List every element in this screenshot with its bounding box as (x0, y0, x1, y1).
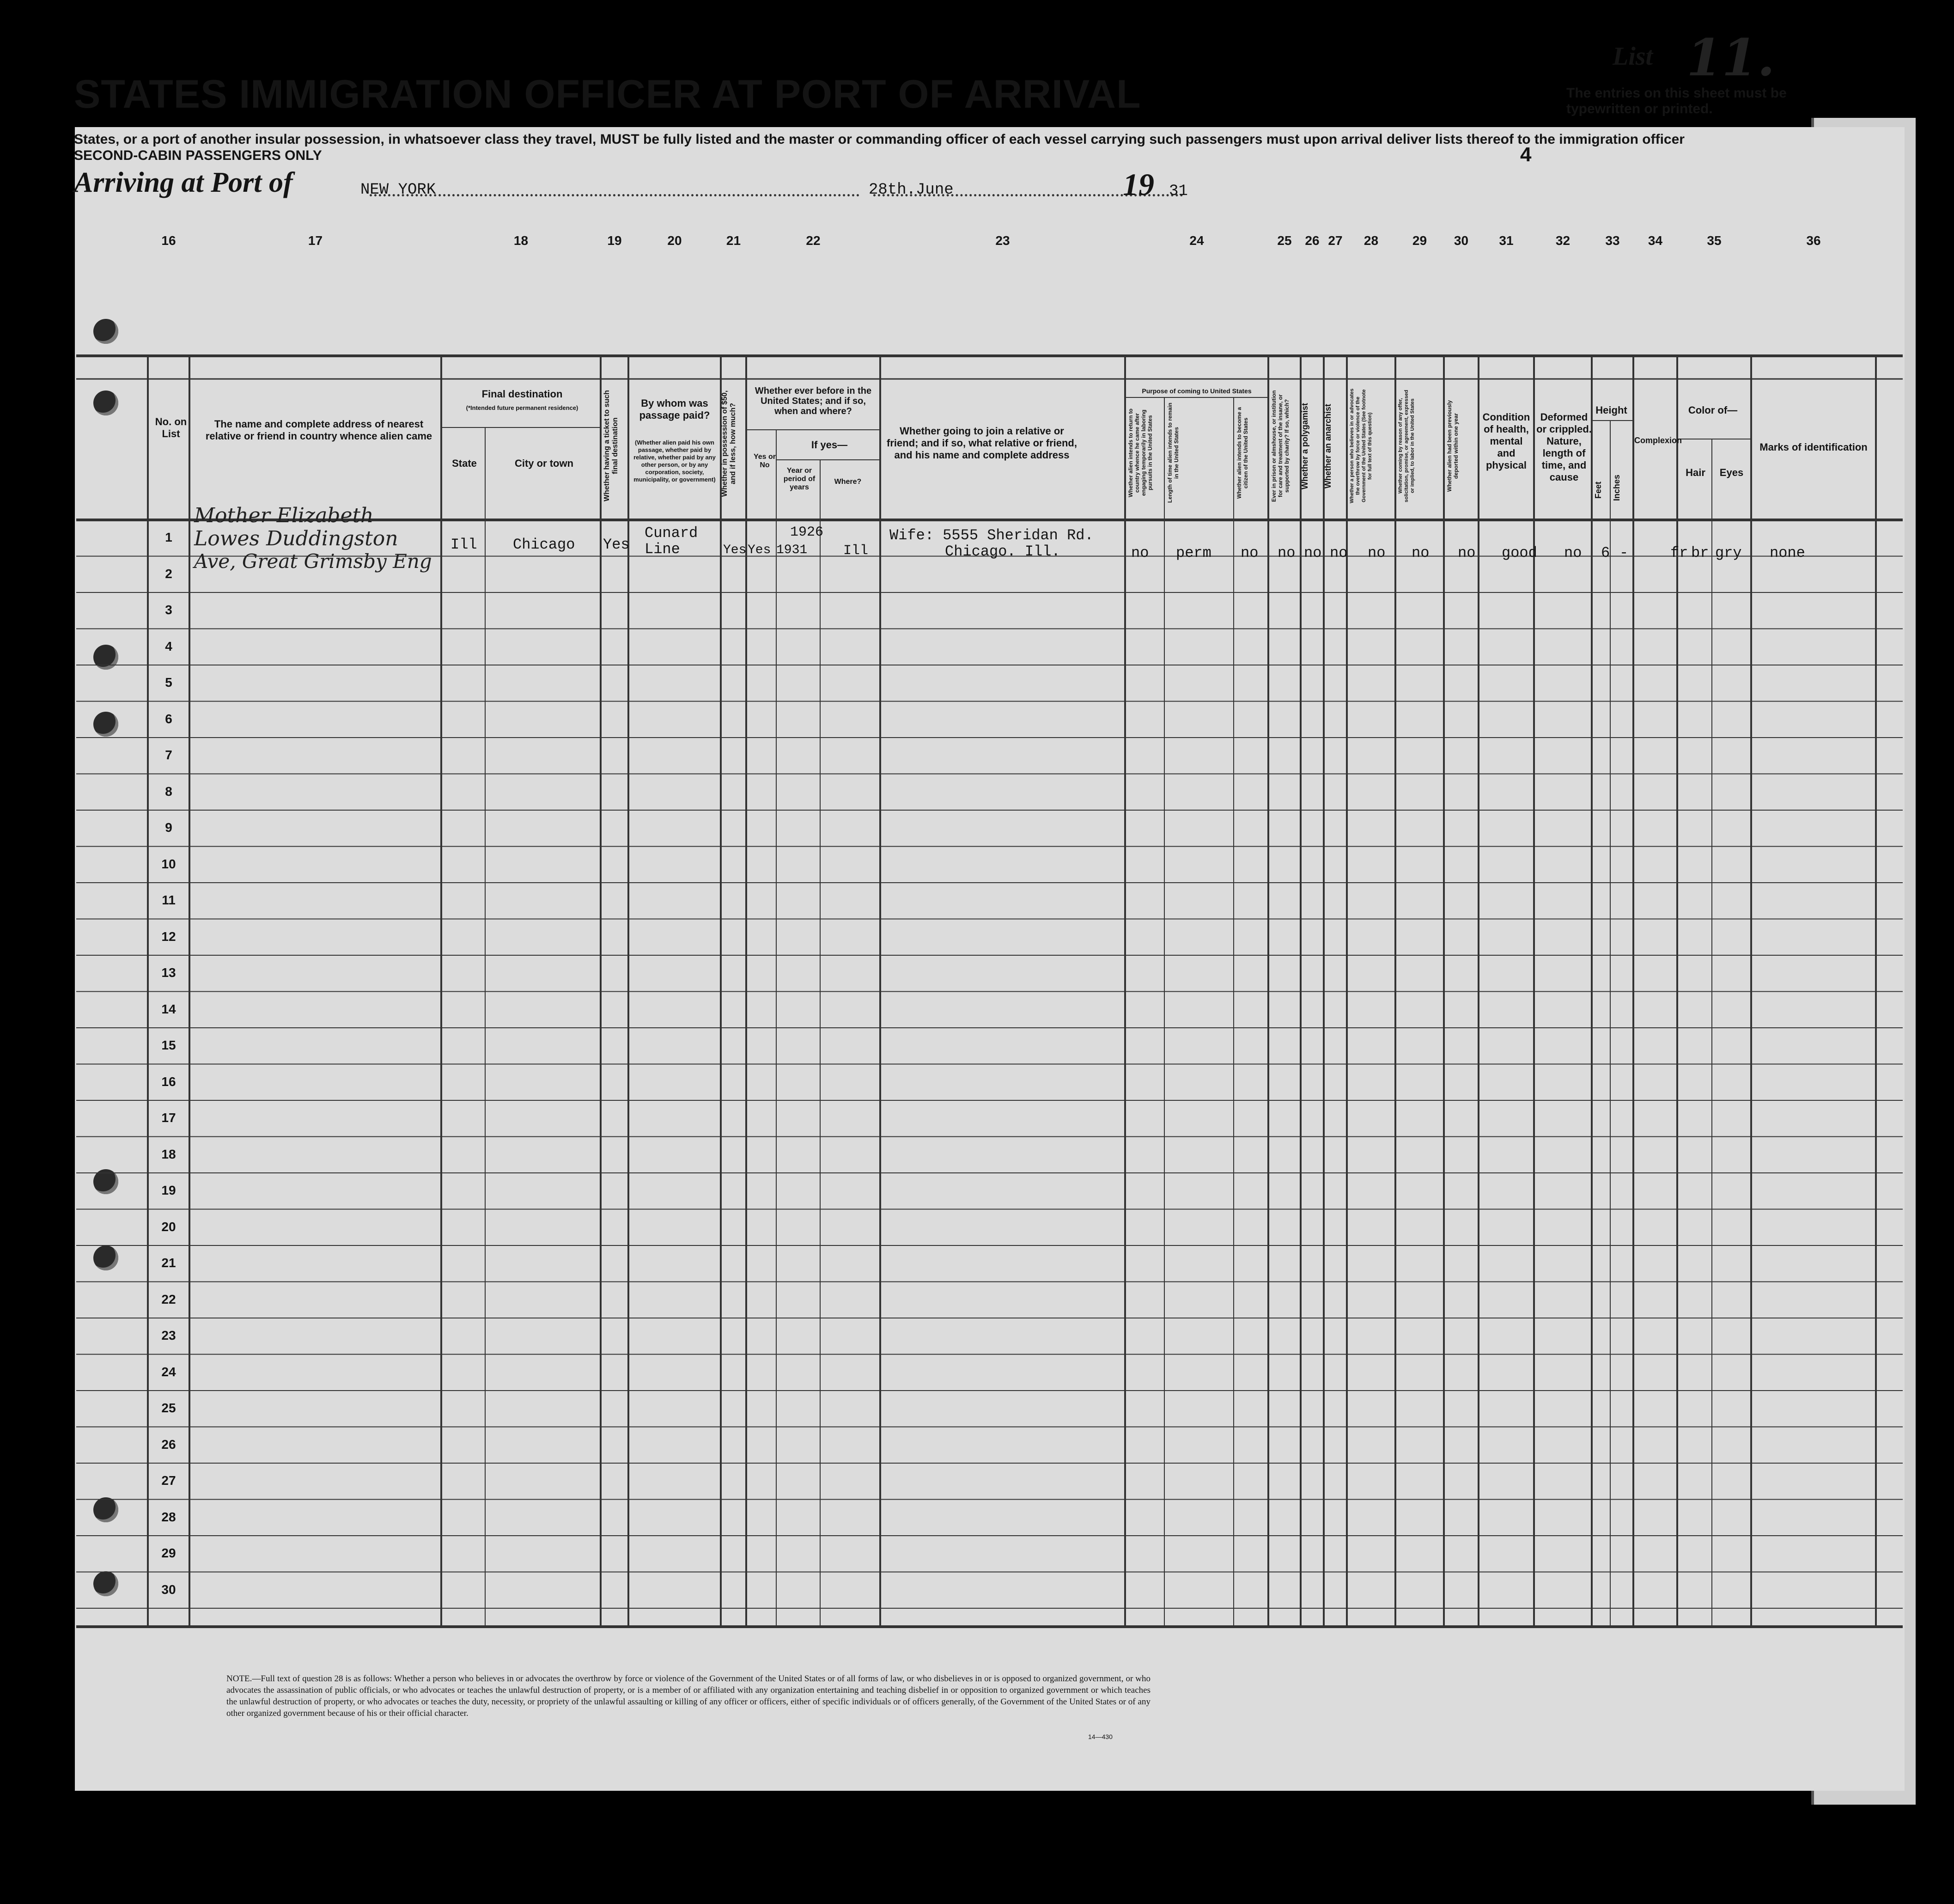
header-c26: Whether a polygamist (1300, 403, 1309, 489)
column-number: 28 (1364, 233, 1379, 248)
header-c22: Whether ever before in the United States; and if so, when and where? (755, 386, 872, 416)
hair-cell: br (1691, 544, 1709, 561)
row-number: 2 (165, 566, 172, 581)
port-dotted-line (370, 194, 859, 196)
header-c25: Ever in prison or almshouse, or institution for care and treatment of the insane, or supported by charity? If so, which? (1271, 390, 1290, 502)
row-number: 22 (161, 1292, 176, 1306)
deformed-cell: no (1564, 544, 1582, 561)
row-number: 23 (161, 1328, 176, 1343)
before-where: Ill (843, 543, 869, 559)
citizen-cell: no (1241, 544, 1259, 561)
row-number: 28 (161, 1509, 176, 1524)
ticket-cell: Yes (603, 536, 630, 553)
column-number: 27 (1328, 233, 1343, 248)
header-c23: Whether going to join a relative or friend; and if so, what relative or friend, and his name and complete address (887, 425, 1077, 461)
column-number: 34 (1648, 233, 1663, 248)
column-number: 21 (726, 233, 741, 248)
row-number: 29 (161, 1546, 176, 1560)
joining-line-1: Wife: 5555 Sheridan Rd. (889, 527, 1094, 544)
before-yes-cell: Yes (748, 543, 771, 557)
header-c16: No. on List (155, 416, 187, 439)
row-number: 26 (161, 1437, 176, 1452)
list-number: 11. (1686, 28, 1775, 87)
column-number: 36 (1806, 233, 1821, 248)
city-cell: Chicago (513, 536, 575, 553)
return-cell: no (1131, 544, 1149, 561)
column-number: 32 (1555, 233, 1571, 248)
header-c18: Final destination (481, 388, 563, 400)
row-number: 13 (161, 965, 176, 980)
header-c22-period: Year or period of years (783, 467, 816, 491)
header-c20-note: (Whether alien paid his own passage, whether paid by relative, whether paid by any other person, or by any corporation, society, municipality, or government) (633, 439, 716, 483)
page-title: STATES IMMIGRATION OFFICER AT PORT OF ARRIVAL (74, 72, 1141, 116)
row-number: 7 (165, 748, 172, 762)
row-number: 20 (161, 1219, 176, 1234)
relative-line-3: Ave, Great Grimsby Eng (194, 550, 432, 573)
eyes-cell: gry (1715, 544, 1742, 561)
column-number: 26 (1305, 233, 1320, 248)
relative-line-2: Lowes Duddingston (194, 527, 398, 550)
header-c29: Whether coming by reason of any offer, solicitation, promise, or agreement, expressed or implied, to labor in the United States (1398, 390, 1415, 502)
row-number: 10 (161, 856, 176, 871)
row-number: 19 (161, 1183, 176, 1197)
header-c21: Whether in possession of $50, and if less, how much? (721, 390, 737, 497)
year-suffix: 31 (1169, 183, 1188, 200)
row-number: 25 (161, 1401, 176, 1415)
row-number: 1 (165, 530, 172, 544)
header-c30: Whether alien had been previously deported within one year (1446, 400, 1459, 492)
row-number: 27 (161, 1473, 176, 1488)
row-number: 14 (161, 1001, 176, 1016)
header-c33-inches: Inches (1612, 474, 1621, 501)
header-c32: Deformed or crippled. Nature, length of time, and cause (1536, 411, 1592, 483)
header-c24c: Whether alien intends to become a citizen of the United States (1236, 407, 1249, 499)
row-number: 15 (161, 1038, 176, 1052)
header-c33-feet: Feet (1594, 481, 1603, 499)
health-cell: good (1502, 544, 1537, 561)
list-label: List (1613, 42, 1653, 71)
row-number: 24 (161, 1364, 176, 1379)
marks-cell: none (1770, 544, 1805, 561)
typewritten-note: The entries on this sheet must be typewritten or printed. (1566, 85, 1787, 116)
header-c19: Whether having a ticket to such final destination (603, 390, 619, 502)
column-number: 35 (1707, 233, 1722, 248)
year-prefix: 19 (1123, 167, 1154, 202)
header-c20: By whom was passage paid? (639, 397, 710, 421)
anarchist-cell: no (1330, 544, 1348, 561)
prison-cell: no (1278, 544, 1296, 561)
row-number: 5 (165, 675, 172, 690)
row-number: 30 (161, 1582, 176, 1597)
column-number: 23 (995, 233, 1010, 248)
sheet-number: 4 (1520, 143, 1532, 166)
row-number: 6 (165, 711, 172, 726)
header-c27: Whether an anarchist (1323, 403, 1333, 488)
row-number: 8 (165, 784, 172, 799)
row-number: 3 (165, 603, 172, 617)
header-c17: The name and complete address of nearest relative or friend in country whence alien came (205, 418, 432, 442)
arriving-label: Arriving at Port of (74, 167, 293, 198)
complexion-cell: fr (1670, 544, 1688, 561)
column-number: 30 (1454, 233, 1469, 248)
column-number: 17 (308, 233, 323, 248)
header-c18-city: City or town (514, 458, 574, 469)
row-number: 12 (161, 929, 176, 944)
joining-line-2: Chicago. Ill. (945, 543, 1060, 560)
punch-hole (93, 391, 118, 415)
length-cell: perm (1176, 544, 1211, 561)
relative-line-1: Mother Elizabeth (194, 504, 374, 527)
header-c33: Height (1595, 404, 1627, 416)
polygamist-cell: no (1304, 544, 1322, 561)
date-value: 28th.June (869, 181, 954, 199)
header-c24b: Length of time alien intends to remain in the United States (1167, 403, 1180, 503)
overthrow-cell: no (1368, 544, 1386, 561)
row-number: 17 (161, 1111, 176, 1125)
manifest-sheet (75, 127, 1905, 1791)
column-number: 25 (1277, 233, 1292, 248)
header-c24: Purpose of coming to United States (1142, 387, 1252, 395)
header-c22-yesno: Yes or No (753, 453, 776, 469)
punch-hole (93, 1169, 118, 1194)
money-cell: Yes (723, 543, 747, 557)
paid-by-line-1: Cunard (645, 525, 698, 542)
column-number: 33 (1605, 233, 1620, 248)
header-c18-state: State (452, 458, 477, 469)
row-number: 11 (162, 893, 176, 907)
header-c35: Color of— (1688, 404, 1738, 416)
column-number: 18 (513, 233, 529, 248)
port-value: NEW YORK (360, 181, 436, 199)
offer-cell: no (1412, 544, 1430, 561)
header-c35-hair: Hair (1686, 467, 1705, 478)
column-number: 22 (806, 233, 821, 248)
header-c18-note: (*Intended future permanent residence) (466, 404, 578, 411)
punch-hole (93, 1497, 118, 1522)
subheading-instructions: States, or a port of another insular possession, in whatsoever class they travel, MUST be fully listed and the master or commanding officer of each vessel carrying such passengers must upon arrival deliver lists thereof to the immigration officer (74, 132, 1685, 147)
header-c34: Complexion (1634, 436, 1682, 445)
before-year-2: 1931 (776, 543, 808, 557)
before-year-1: 1926 (790, 525, 824, 540)
form-code: 14—430 (1088, 1733, 1113, 1740)
footnote: NOTE.—Full text of question 28 is as follows: Whether a person who believes in or advocates the overthrow by force or violence of the Government of the United States or of all forms of law, or who disbelieves in or is opposed to organized government, or who advocates the assassination of public officials, or who advocates or teaches the unlawful destruction of property, or is a member of or affiliated with any organization entertaining and teaching disbelief in or opposition to organized government or which teaches the unlawful destruction of property, or who advocates or teaches the duty, necessity, or propriety of the unlawful assaulting or killing of any officer or officers, either of specific individuals or of officers generally, of the Government of the United States or of any other organized government because of his or their official character. (226, 1674, 1150, 1718)
column-number: 20 (667, 233, 682, 248)
inches-cell: - (1619, 544, 1629, 561)
row-number: 16 (161, 1074, 176, 1089)
column-number: 16 (161, 233, 176, 248)
header-c24a: Whether alien intends to return to country whence he came after engaging temporarily in laboring pursuits in the United States (1127, 409, 1153, 498)
header-c22-where: Where? (834, 478, 862, 486)
column-number: 31 (1499, 233, 1514, 248)
row-number: 18 (161, 1147, 176, 1161)
punch-hole (93, 1245, 118, 1270)
paid-by-line-2: Line (645, 541, 680, 558)
column-number: 19 (607, 233, 622, 248)
header-c22-ifyes: If yes— (811, 439, 848, 451)
header-c31: Condition of health, mental and physical (1482, 411, 1530, 471)
state-cell: Ill (450, 536, 477, 553)
header-c35-eyes: Eyes (1719, 467, 1744, 478)
binding-holes (75, 127, 146, 1791)
punch-hole (93, 712, 118, 737)
punch-hole (93, 1571, 118, 1596)
subheading-class: SECOND-CABIN PASSENGERS ONLY (74, 148, 322, 163)
punch-hole (93, 319, 118, 344)
row-number: 21 (161, 1256, 176, 1270)
column-number: 24 (1189, 233, 1204, 248)
column-number: 29 (1412, 233, 1427, 248)
row-number: 4 (165, 639, 172, 653)
deported-cell: no (1458, 544, 1476, 561)
row-number: 9 (165, 820, 172, 835)
punch-hole (93, 645, 118, 670)
feet-cell: 6 (1601, 544, 1610, 561)
header-c28: Whether a person who believes in or advocates the overthrow by force or violence of the Government of the United States (See footnote for full text of this question) (1349, 388, 1373, 504)
header-c36: Marks of identification (1759, 441, 1868, 453)
